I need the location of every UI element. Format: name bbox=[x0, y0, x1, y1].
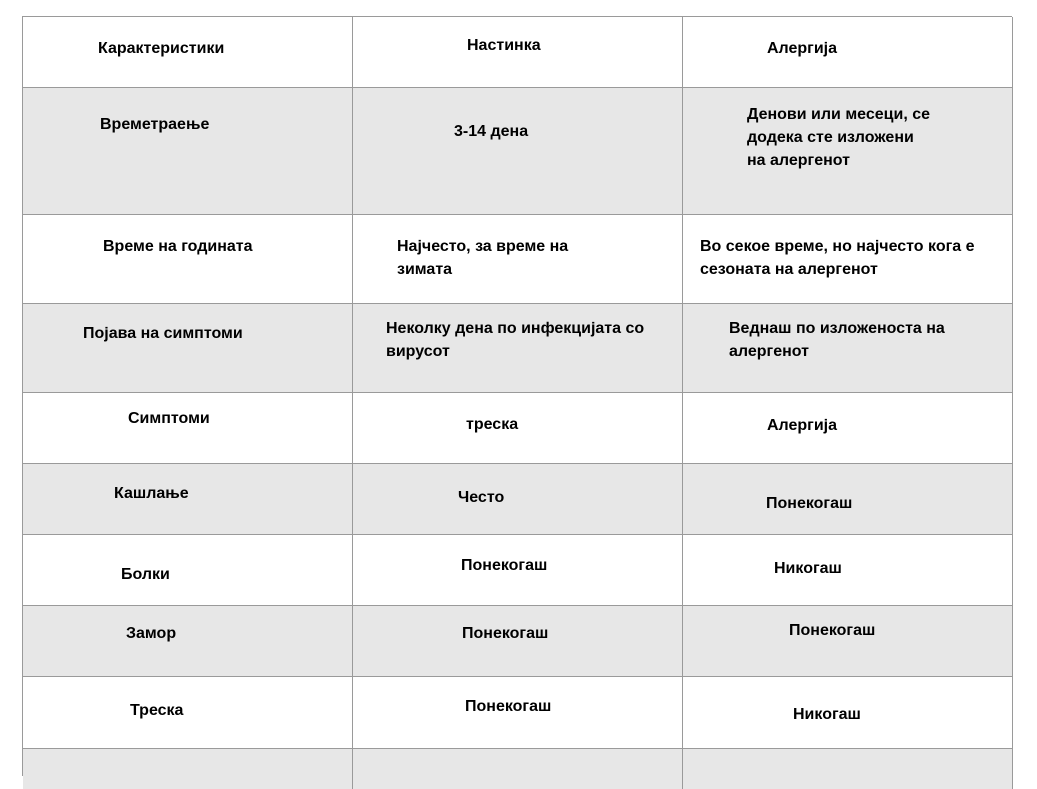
row-label: Треска bbox=[130, 702, 184, 719]
row-label: Кашлање bbox=[114, 485, 189, 502]
table-cell bbox=[353, 677, 683, 748]
table-cell bbox=[353, 606, 683, 676]
table-header-row bbox=[23, 17, 1013, 88]
table-row bbox=[23, 677, 1013, 749]
cold-value: 3-14 дена bbox=[454, 123, 529, 140]
table-cell bbox=[353, 88, 683, 214]
row-label: Болки bbox=[121, 566, 170, 583]
table-row bbox=[23, 393, 1013, 464]
table-cell bbox=[23, 749, 353, 789]
table-cell bbox=[683, 304, 1013, 392]
allergy-value: Алергија bbox=[767, 417, 838, 434]
table-cell bbox=[353, 304, 683, 392]
allergy-value: Никогаш bbox=[793, 706, 861, 723]
cold-value: Понекогаш bbox=[461, 557, 548, 574]
table-cell bbox=[683, 215, 1013, 303]
table-row bbox=[23, 464, 1013, 535]
table-row bbox=[23, 88, 1013, 215]
cold-value: Неколку дена по инфекцијата со вирусот bbox=[386, 320, 645, 360]
table-cell bbox=[353, 749, 683, 789]
table-cell bbox=[23, 393, 353, 463]
table-cell bbox=[23, 606, 353, 676]
table-cell bbox=[23, 464, 353, 534]
table-cell bbox=[353, 393, 683, 463]
row-label: Времетраење bbox=[100, 116, 210, 133]
cold-value: Често bbox=[458, 489, 505, 506]
table-cell bbox=[23, 215, 353, 303]
table-cell bbox=[683, 606, 1013, 676]
cold-value: Најчесто, за време на зимата bbox=[397, 238, 569, 278]
table-cell bbox=[353, 535, 683, 605]
row-label: Време на годината bbox=[103, 238, 253, 255]
table-row-partial bbox=[23, 749, 1013, 789]
table-cell bbox=[23, 677, 353, 748]
table-row bbox=[23, 535, 1013, 606]
table-cell bbox=[23, 88, 353, 214]
cold-value: Понекогаш bbox=[462, 625, 549, 642]
table-cell bbox=[353, 215, 683, 303]
table-cell bbox=[683, 393, 1013, 463]
allergy-value: Никогаш bbox=[774, 560, 842, 577]
table-row bbox=[23, 606, 1013, 677]
table-cell bbox=[23, 535, 353, 605]
allergy-value: Во секое време, но најчесто кога е сезоната на алергенот bbox=[700, 238, 975, 278]
table-cell bbox=[353, 464, 683, 534]
allergy-value: Понекогаш bbox=[766, 495, 853, 512]
row-label: Симптоми bbox=[128, 410, 210, 427]
table-row bbox=[23, 304, 1013, 393]
table-cell bbox=[683, 88, 1013, 214]
header-allergy: Алергија bbox=[767, 40, 838, 57]
table-cell bbox=[683, 535, 1013, 605]
header-cell bbox=[683, 17, 1013, 87]
table-cell bbox=[683, 677, 1013, 748]
allergy-value: Веднаш по изложеноста на алергенот bbox=[729, 320, 945, 360]
header-cell bbox=[353, 17, 683, 87]
header-characteristics: Карактеристики bbox=[98, 40, 225, 57]
header-cell bbox=[23, 17, 353, 87]
comparison-table bbox=[22, 16, 1012, 776]
table-cell bbox=[23, 304, 353, 392]
row-label: Замор bbox=[126, 625, 177, 642]
table-cell bbox=[683, 464, 1013, 534]
table-row bbox=[23, 215, 1013, 304]
header-cold: Настинка bbox=[467, 37, 541, 54]
row-label: Појава на симптоми bbox=[83, 325, 243, 342]
cold-value: Понекогаш bbox=[465, 698, 552, 715]
allergy-value: Понекогаш bbox=[789, 622, 876, 639]
table-cell bbox=[683, 749, 1013, 789]
cold-value: треска bbox=[466, 416, 519, 433]
allergy-value: Денови или месеци, се додека сте изложени на алергенот bbox=[747, 106, 931, 169]
